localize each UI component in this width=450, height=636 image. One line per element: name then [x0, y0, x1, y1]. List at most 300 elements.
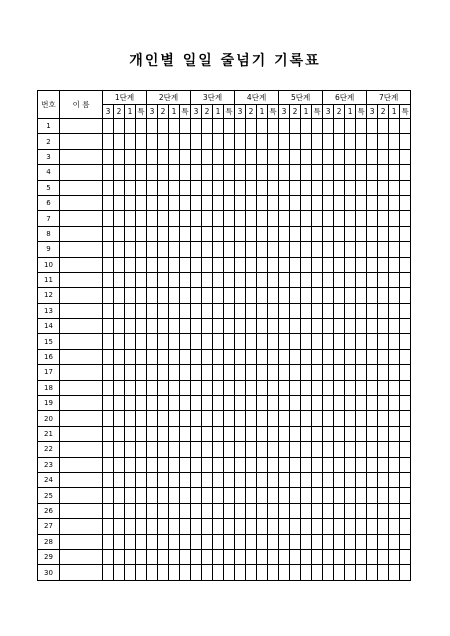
record-cell[interactable]	[389, 134, 400, 149]
record-cell[interactable]	[356, 396, 367, 411]
record-cell[interactable]	[290, 303, 301, 318]
record-cell[interactable]	[224, 349, 235, 364]
record-cell[interactable]	[301, 442, 312, 457]
name-cell[interactable]	[60, 472, 103, 487]
record-cell[interactable]	[389, 565, 400, 580]
record-cell[interactable]	[180, 195, 191, 210]
record-cell[interactable]	[246, 119, 257, 134]
record-cell[interactable]	[125, 257, 136, 272]
record-cell[interactable]	[158, 396, 169, 411]
record-cell[interactable]	[345, 426, 356, 441]
record-cell[interactable]	[312, 396, 323, 411]
name-cell[interactable]	[60, 319, 103, 334]
record-cell[interactable]	[103, 472, 114, 487]
record-cell[interactable]	[356, 472, 367, 487]
record-cell[interactable]	[323, 380, 334, 395]
record-cell[interactable]	[136, 257, 147, 272]
record-cell[interactable]	[136, 134, 147, 149]
record-cell[interactable]	[356, 303, 367, 318]
record-cell[interactable]	[158, 349, 169, 364]
record-cell[interactable]	[378, 396, 389, 411]
name-cell[interactable]	[60, 549, 103, 564]
record-cell[interactable]	[235, 165, 246, 180]
record-cell[interactable]	[257, 165, 268, 180]
record-cell[interactable]	[136, 319, 147, 334]
record-cell[interactable]	[290, 119, 301, 134]
record-cell[interactable]	[323, 119, 334, 134]
record-cell[interactable]	[114, 165, 125, 180]
record-cell[interactable]	[246, 488, 257, 503]
record-cell[interactable]	[367, 488, 378, 503]
name-cell[interactable]	[60, 226, 103, 241]
record-cell[interactable]	[136, 457, 147, 472]
record-cell[interactable]	[334, 519, 345, 534]
record-cell[interactable]	[235, 119, 246, 134]
record-cell[interactable]	[323, 149, 334, 164]
record-cell[interactable]	[312, 119, 323, 134]
record-cell[interactable]	[202, 457, 213, 472]
record-cell[interactable]	[268, 119, 279, 134]
record-cell[interactable]	[301, 242, 312, 257]
record-cell[interactable]	[125, 426, 136, 441]
record-cell[interactable]	[103, 426, 114, 441]
record-cell[interactable]	[235, 534, 246, 549]
record-cell[interactable]	[345, 180, 356, 195]
record-cell[interactable]	[235, 149, 246, 164]
record-cell[interactable]	[180, 411, 191, 426]
record-cell[interactable]	[224, 565, 235, 580]
record-cell[interactable]	[191, 565, 202, 580]
record-cell[interactable]	[345, 549, 356, 564]
record-cell[interactable]	[191, 365, 202, 380]
record-cell[interactable]	[257, 149, 268, 164]
record-cell[interactable]	[191, 503, 202, 518]
record-cell[interactable]	[114, 519, 125, 534]
record-cell[interactable]	[235, 380, 246, 395]
record-cell[interactable]	[235, 503, 246, 518]
record-cell[interactable]	[378, 534, 389, 549]
record-cell[interactable]	[389, 334, 400, 349]
record-cell[interactable]	[246, 334, 257, 349]
record-cell[interactable]	[213, 272, 224, 287]
record-cell[interactable]	[169, 272, 180, 287]
record-cell[interactable]	[257, 472, 268, 487]
record-cell[interactable]	[257, 365, 268, 380]
record-cell[interactable]	[114, 442, 125, 457]
record-cell[interactable]	[367, 411, 378, 426]
record-cell[interactable]	[202, 411, 213, 426]
record-cell[interactable]	[213, 180, 224, 195]
record-cell[interactable]	[356, 334, 367, 349]
record-cell[interactable]	[147, 303, 158, 318]
record-cell[interactable]	[235, 426, 246, 441]
record-cell[interactable]	[279, 180, 290, 195]
record-cell[interactable]	[345, 149, 356, 164]
record-cell[interactable]	[279, 380, 290, 395]
record-cell[interactable]	[367, 457, 378, 472]
record-cell[interactable]	[103, 211, 114, 226]
record-cell[interactable]	[180, 226, 191, 241]
record-cell[interactable]	[301, 134, 312, 149]
record-cell[interactable]	[213, 165, 224, 180]
record-cell[interactable]	[169, 349, 180, 364]
record-cell[interactable]	[312, 257, 323, 272]
record-cell[interactable]	[158, 134, 169, 149]
record-cell[interactable]	[378, 226, 389, 241]
record-cell[interactable]	[257, 488, 268, 503]
record-cell[interactable]	[235, 365, 246, 380]
record-cell[interactable]	[246, 457, 257, 472]
record-cell[interactable]	[180, 549, 191, 564]
record-cell[interactable]	[235, 211, 246, 226]
record-cell[interactable]	[290, 288, 301, 303]
record-cell[interactable]	[268, 472, 279, 487]
record-cell[interactable]	[323, 488, 334, 503]
record-cell[interactable]	[114, 180, 125, 195]
record-cell[interactable]	[290, 457, 301, 472]
record-cell[interactable]	[147, 503, 158, 518]
record-cell[interactable]	[323, 534, 334, 549]
record-cell[interactable]	[213, 195, 224, 210]
record-cell[interactable]	[389, 149, 400, 164]
record-cell[interactable]	[136, 165, 147, 180]
record-cell[interactable]	[345, 288, 356, 303]
record-cell[interactable]	[356, 257, 367, 272]
record-cell[interactable]	[235, 134, 246, 149]
record-cell[interactable]	[378, 457, 389, 472]
record-cell[interactable]	[213, 549, 224, 564]
record-cell[interactable]	[356, 288, 367, 303]
record-cell[interactable]	[180, 565, 191, 580]
record-cell[interactable]	[147, 149, 158, 164]
record-cell[interactable]	[191, 195, 202, 210]
record-cell[interactable]	[400, 549, 411, 564]
record-cell[interactable]	[213, 457, 224, 472]
record-cell[interactable]	[356, 411, 367, 426]
record-cell[interactable]	[356, 442, 367, 457]
record-cell[interactable]	[158, 519, 169, 534]
record-cell[interactable]	[378, 349, 389, 364]
record-cell[interactable]	[389, 303, 400, 318]
record-cell[interactable]	[103, 257, 114, 272]
record-cell[interactable]	[202, 396, 213, 411]
record-cell[interactable]	[147, 442, 158, 457]
record-cell[interactable]	[290, 149, 301, 164]
record-cell[interactable]	[147, 349, 158, 364]
record-cell[interactable]	[268, 457, 279, 472]
record-cell[interactable]	[125, 211, 136, 226]
record-cell[interactable]	[323, 165, 334, 180]
record-cell[interactable]	[356, 426, 367, 441]
record-cell[interactable]	[323, 565, 334, 580]
record-cell[interactable]	[103, 549, 114, 564]
name-cell[interactable]	[60, 349, 103, 364]
record-cell[interactable]	[268, 519, 279, 534]
record-cell[interactable]	[213, 565, 224, 580]
record-cell[interactable]	[378, 519, 389, 534]
record-cell[interactable]	[257, 303, 268, 318]
record-cell[interactable]	[158, 149, 169, 164]
record-cell[interactable]	[378, 411, 389, 426]
record-cell[interactable]	[136, 119, 147, 134]
record-cell[interactable]	[180, 534, 191, 549]
record-cell[interactable]	[345, 503, 356, 518]
record-cell[interactable]	[268, 503, 279, 518]
record-cell[interactable]	[103, 457, 114, 472]
name-cell[interactable]	[60, 149, 103, 164]
record-cell[interactable]	[312, 334, 323, 349]
record-cell[interactable]	[136, 272, 147, 287]
record-cell[interactable]	[290, 503, 301, 518]
record-cell[interactable]	[356, 380, 367, 395]
record-cell[interactable]	[147, 519, 158, 534]
record-cell[interactable]	[169, 442, 180, 457]
record-cell[interactable]	[169, 534, 180, 549]
record-cell[interactable]	[224, 288, 235, 303]
record-cell[interactable]	[367, 334, 378, 349]
record-cell[interactable]	[301, 288, 312, 303]
record-cell[interactable]	[279, 457, 290, 472]
record-cell[interactable]	[224, 195, 235, 210]
record-cell[interactable]	[356, 488, 367, 503]
record-cell[interactable]	[180, 211, 191, 226]
record-cell[interactable]	[257, 134, 268, 149]
record-cell[interactable]	[202, 272, 213, 287]
record-cell[interactable]	[389, 549, 400, 564]
record-cell[interactable]	[147, 534, 158, 549]
record-cell[interactable]	[125, 134, 136, 149]
record-cell[interactable]	[246, 149, 257, 164]
record-cell[interactable]	[125, 288, 136, 303]
record-cell[interactable]	[224, 411, 235, 426]
record-cell[interactable]	[246, 503, 257, 518]
name-cell[interactable]	[60, 380, 103, 395]
record-cell[interactable]	[367, 503, 378, 518]
name-cell[interactable]	[60, 442, 103, 457]
record-cell[interactable]	[202, 303, 213, 318]
record-cell[interactable]	[136, 426, 147, 441]
record-cell[interactable]	[345, 242, 356, 257]
record-cell[interactable]	[389, 488, 400, 503]
record-cell[interactable]	[290, 226, 301, 241]
record-cell[interactable]	[147, 211, 158, 226]
record-cell[interactable]	[213, 211, 224, 226]
record-cell[interactable]	[136, 534, 147, 549]
record-cell[interactable]	[147, 457, 158, 472]
record-cell[interactable]	[158, 288, 169, 303]
record-cell[interactable]	[202, 565, 213, 580]
record-cell[interactable]	[246, 195, 257, 210]
record-cell[interactable]	[279, 226, 290, 241]
record-cell[interactable]	[125, 119, 136, 134]
record-cell[interactable]	[323, 549, 334, 564]
record-cell[interactable]	[191, 411, 202, 426]
record-cell[interactable]	[257, 411, 268, 426]
record-cell[interactable]	[345, 519, 356, 534]
record-cell[interactable]	[125, 272, 136, 287]
record-cell[interactable]	[268, 365, 279, 380]
record-cell[interactable]	[257, 565, 268, 580]
record-cell[interactable]	[180, 488, 191, 503]
record-cell[interactable]	[301, 503, 312, 518]
record-cell[interactable]	[158, 257, 169, 272]
record-cell[interactable]	[323, 319, 334, 334]
record-cell[interactable]	[136, 396, 147, 411]
record-cell[interactable]	[301, 396, 312, 411]
record-cell[interactable]	[125, 565, 136, 580]
record-cell[interactable]	[202, 119, 213, 134]
record-cell[interactable]	[224, 472, 235, 487]
record-cell[interactable]	[367, 242, 378, 257]
record-cell[interactable]	[125, 226, 136, 241]
record-cell[interactable]	[279, 365, 290, 380]
record-cell[interactable]	[279, 149, 290, 164]
record-cell[interactable]	[389, 195, 400, 210]
record-cell[interactable]	[202, 257, 213, 272]
record-cell[interactable]	[103, 534, 114, 549]
record-cell[interactable]	[114, 426, 125, 441]
record-cell[interactable]	[268, 334, 279, 349]
record-cell[interactable]	[213, 134, 224, 149]
record-cell[interactable]	[312, 365, 323, 380]
record-cell[interactable]	[356, 319, 367, 334]
record-cell[interactable]	[301, 165, 312, 180]
record-cell[interactable]	[389, 226, 400, 241]
record-cell[interactable]	[147, 365, 158, 380]
record-cell[interactable]	[235, 242, 246, 257]
record-cell[interactable]	[257, 349, 268, 364]
record-cell[interactable]	[257, 380, 268, 395]
record-cell[interactable]	[147, 165, 158, 180]
record-cell[interactable]	[125, 442, 136, 457]
record-cell[interactable]	[378, 472, 389, 487]
record-cell[interactable]	[103, 519, 114, 534]
record-cell[interactable]	[103, 134, 114, 149]
record-cell[interactable]	[268, 565, 279, 580]
record-cell[interactable]	[290, 442, 301, 457]
record-cell[interactable]	[224, 365, 235, 380]
record-cell[interactable]	[389, 288, 400, 303]
record-cell[interactable]	[400, 288, 411, 303]
record-cell[interactable]	[323, 334, 334, 349]
record-cell[interactable]	[158, 334, 169, 349]
record-cell[interactable]	[147, 119, 158, 134]
record-cell[interactable]	[180, 257, 191, 272]
record-cell[interactable]	[224, 549, 235, 564]
record-cell[interactable]	[169, 165, 180, 180]
record-cell[interactable]	[246, 349, 257, 364]
record-cell[interactable]	[147, 472, 158, 487]
name-cell[interactable]	[60, 195, 103, 210]
record-cell[interactable]	[290, 257, 301, 272]
record-cell[interactable]	[323, 242, 334, 257]
record-cell[interactable]	[389, 365, 400, 380]
record-cell[interactable]	[224, 503, 235, 518]
record-cell[interactable]	[202, 549, 213, 564]
record-cell[interactable]	[356, 349, 367, 364]
record-cell[interactable]	[191, 257, 202, 272]
record-cell[interactable]	[147, 226, 158, 241]
record-cell[interactable]	[290, 180, 301, 195]
record-cell[interactable]	[169, 426, 180, 441]
record-cell[interactable]	[103, 272, 114, 287]
record-cell[interactable]	[312, 380, 323, 395]
record-cell[interactable]	[301, 472, 312, 487]
record-cell[interactable]	[213, 303, 224, 318]
record-cell[interactable]	[180, 426, 191, 441]
record-cell[interactable]	[246, 519, 257, 534]
record-cell[interactable]	[180, 519, 191, 534]
record-cell[interactable]	[213, 519, 224, 534]
record-cell[interactable]	[257, 226, 268, 241]
record-cell[interactable]	[147, 272, 158, 287]
record-cell[interactable]	[202, 380, 213, 395]
record-cell[interactable]	[345, 365, 356, 380]
record-cell[interactable]	[103, 349, 114, 364]
record-cell[interactable]	[323, 226, 334, 241]
record-cell[interactable]	[389, 180, 400, 195]
record-cell[interactable]	[290, 565, 301, 580]
record-cell[interactable]	[389, 426, 400, 441]
record-cell[interactable]	[345, 211, 356, 226]
record-cell[interactable]	[279, 426, 290, 441]
record-cell[interactable]	[103, 380, 114, 395]
record-cell[interactable]	[312, 503, 323, 518]
record-cell[interactable]	[180, 134, 191, 149]
record-cell[interactable]	[125, 534, 136, 549]
record-cell[interactable]	[180, 503, 191, 518]
record-cell[interactable]	[356, 195, 367, 210]
record-cell[interactable]	[400, 134, 411, 149]
record-cell[interactable]	[290, 165, 301, 180]
record-cell[interactable]	[312, 272, 323, 287]
record-cell[interactable]	[290, 396, 301, 411]
record-cell[interactable]	[202, 426, 213, 441]
record-cell[interactable]	[235, 303, 246, 318]
record-cell[interactable]	[213, 442, 224, 457]
record-cell[interactable]	[235, 457, 246, 472]
record-cell[interactable]	[202, 442, 213, 457]
record-cell[interactable]	[378, 195, 389, 210]
record-cell[interactable]	[356, 165, 367, 180]
record-cell[interactable]	[400, 119, 411, 134]
record-cell[interactable]	[367, 134, 378, 149]
record-cell[interactable]	[301, 365, 312, 380]
record-cell[interactable]	[356, 119, 367, 134]
record-cell[interactable]	[136, 549, 147, 564]
record-cell[interactable]	[114, 211, 125, 226]
record-cell[interactable]	[257, 426, 268, 441]
record-cell[interactable]	[136, 195, 147, 210]
record-cell[interactable]	[103, 180, 114, 195]
record-cell[interactable]	[125, 549, 136, 564]
record-cell[interactable]	[213, 319, 224, 334]
record-cell[interactable]	[158, 319, 169, 334]
record-cell[interactable]	[246, 226, 257, 241]
name-cell[interactable]	[60, 426, 103, 441]
record-cell[interactable]	[180, 180, 191, 195]
record-cell[interactable]	[389, 411, 400, 426]
record-cell[interactable]	[213, 472, 224, 487]
record-cell[interactable]	[114, 488, 125, 503]
record-cell[interactable]	[158, 411, 169, 426]
record-cell[interactable]	[323, 396, 334, 411]
record-cell[interactable]	[323, 442, 334, 457]
record-cell[interactable]	[257, 457, 268, 472]
record-cell[interactable]	[268, 349, 279, 364]
record-cell[interactable]	[268, 303, 279, 318]
record-cell[interactable]	[312, 303, 323, 318]
